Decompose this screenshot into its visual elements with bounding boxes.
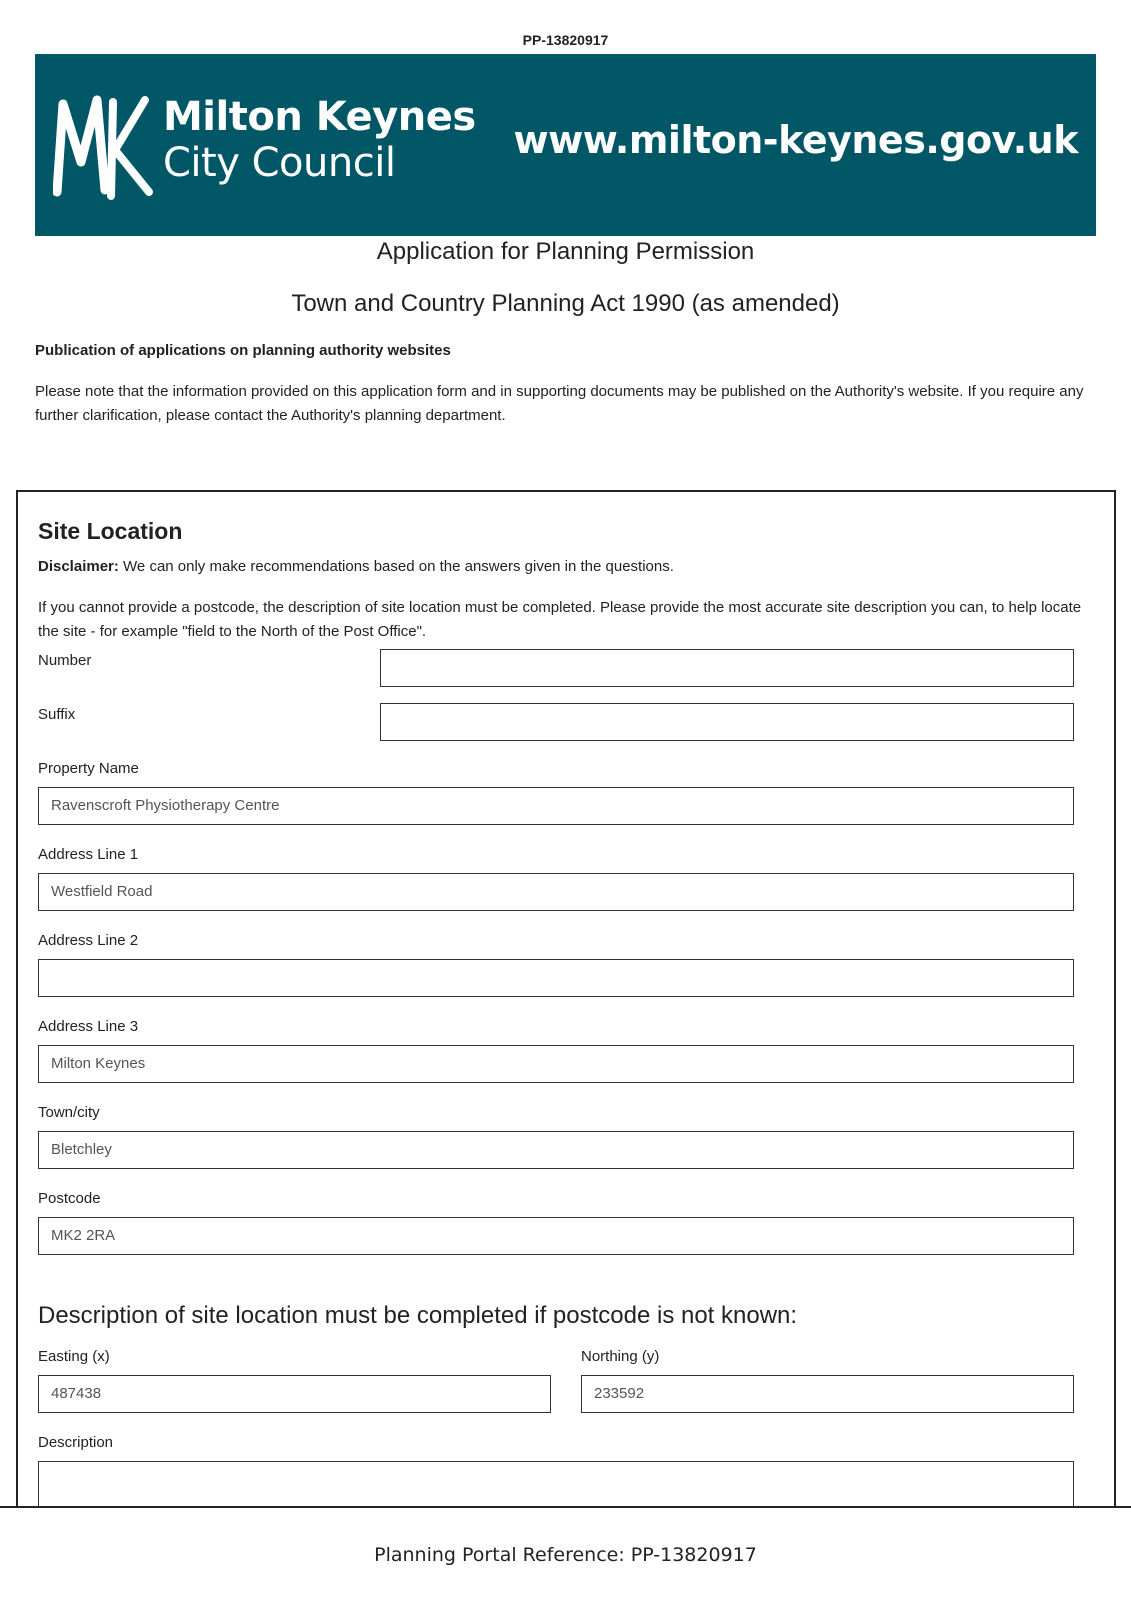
town-city-field[interactable]: Bletchley	[38, 1131, 1074, 1169]
form-title: Application for Planning Permission	[376, 238, 755, 265]
council-website: www.milton-keynes.gov.uk	[513, 118, 1078, 162]
publication-text: Please note that the information provided on this application form and in supporting documents may be published on the Authority's website. If you require any further clarification, please contact the Authority's planning department.	[35, 383, 1084, 424]
easting-label: Easting (x)	[38, 1348, 110, 1365]
easting-field[interactable]: 487438	[38, 1375, 551, 1413]
suffix-field[interactable]	[380, 703, 1074, 741]
number-field[interactable]	[380, 649, 1074, 687]
footer-reference: Planning Portal Reference: PP-13820917	[374, 1544, 757, 1566]
address-line-2-label: Address Line 2	[38, 932, 139, 949]
council-banner	[35, 54, 1096, 236]
reference-number-top: PP-13820917	[522, 32, 609, 48]
disclaimer-text: We can only make recommendations based on the answers given in the questions.	[118, 558, 674, 575]
site-instructions: If you cannot provide a postcode, the description of site location must be completed. Please provide the most accurate site description you can, to help locate the site - for example "field to the North of the Post Office".	[38, 599, 1082, 640]
council-name-line1: Milton Keynes	[163, 94, 476, 140]
suffix-label: Suffix	[38, 706, 76, 723]
mk-logo-icon	[53, 92, 153, 202]
description-heading: Description of site location must be completed if postcode is not known:	[38, 1302, 798, 1329]
postcode-field[interactable]: MK2 2RA	[38, 1217, 1074, 1255]
property-name-field[interactable]: Ravenscroft Physiotherapy Centre	[38, 787, 1074, 825]
address-line-1-label: Address Line 1	[38, 846, 139, 863]
form-subtitle: Town and Country Planning Act 1990 (as amended)	[291, 290, 840, 317]
publication-heading: Publication of applications on planning authority websites	[35, 342, 451, 359]
site-location-section	[16, 490, 1116, 1600]
disclaimer	[38, 558, 674, 575]
northing-label: Northing (y)	[581, 1348, 660, 1365]
address-line-2-field[interactable]	[38, 959, 1074, 997]
council-name-line2: City Council	[163, 140, 396, 186]
northing-field[interactable]: 233592	[581, 1375, 1074, 1413]
postcode-label: Postcode	[38, 1190, 101, 1207]
council-name	[163, 94, 476, 186]
address-line-3-field[interactable]: Milton Keynes	[38, 1045, 1074, 1083]
disclaimer-label: Disclaimer:	[38, 558, 119, 575]
section-heading: Site Location	[38, 518, 183, 544]
property-name-label: Property Name	[38, 760, 139, 777]
number-label: Number	[38, 652, 92, 669]
address-line-1-field[interactable]: Westfield Road	[38, 873, 1074, 911]
footer-divider	[0, 1506, 1131, 1508]
description-label: Description	[38, 1434, 114, 1451]
address-line-3-label: Address Line 3	[38, 1018, 139, 1035]
town-city-label: Town/city	[38, 1104, 100, 1121]
